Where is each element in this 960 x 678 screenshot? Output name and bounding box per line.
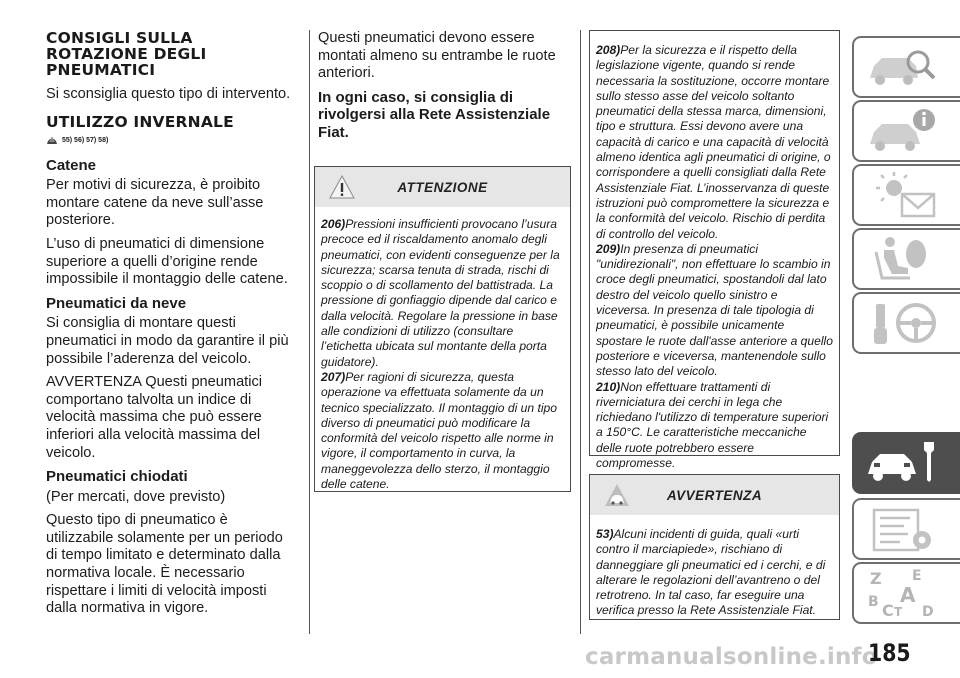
paragraph-catene-1: Per motivi di sicurezza, è proibito montare catene da neve sull’asse posteriore.	[46, 177, 264, 229]
technical-data-icon	[864, 502, 948, 556]
index-letter-e: E	[912, 568, 922, 584]
column-2	[318, 30, 570, 142]
attenzione-continued-box	[589, 30, 840, 471]
warning-item-208: 208)Per la sicurezza e il rispetto della legislazione vigente, quando si rende necessaria la sostituzione, occorre montare sullo stesso asse del veicolo soltanto pneumatici della stessa marca, dimensioni, tipo e struttura. Essi devono avere una capacità di carico e una capacità di velocità almeno identica agli pneumatici di origine, o corrispondere a quelli consigliati dalla Rete Assistenziale Fiat. L’inosservanza di queste istruzioni può compromettere la sicurezza e la conformità del veicolo. Rischio di perdita di controllo del veicolo.	[596, 43, 831, 241]
tab-starting-driving[interactable]	[852, 292, 960, 354]
heading-catene: Catene	[46, 156, 97, 174]
alphabetical-index-icon	[864, 566, 948, 620]
seat-airbag-icon	[864, 232, 948, 286]
section-title-rotazione: CONSIGLI SULLA ROTAZIONE DEGLI PNEUMATICI	[46, 29, 207, 79]
tab-safety[interactable]	[852, 228, 960, 290]
warning-item-210: 210)Non effettuare trattamenti di riverniciatura dei cerchi in lega che richiedano l'utilizzo di temperature superiori a 150°C. Le caratteristiche meccaniche delle ruote potrebbero essere compromesse.	[596, 379, 829, 471]
car-search-icon	[864, 40, 948, 94]
tab-car-info[interactable]	[852, 100, 960, 162]
tab-car-search[interactable]	[852, 36, 960, 98]
notice-item-53: 53)Alcuni incidenti di guida, quali «urti contro il marciapiede», rischiano di danneggiare gli pneumatici ed i cerchi, e di alterare le regolazioni dell’avantreno o del retrotreno. In tal caso, far eseguire una verifica presso la Rete Assistenziale Fiat.	[596, 527, 826, 618]
warning-item-207: 207)Per ragioni di sicurezza, questa operazione va effettuata solamente da un tecnico specializzato. Il montaggio di un tipo diverso di pneumatici può modificare la conformità del veicolo rispetto alle norme in vigore, il comportamento in curva, la maneggevolezza dello sterzo, il montaggio delle catene.	[321, 369, 557, 492]
paragraph-rete-assistenziale: In ogni caso, si consiglia di rivolgersi alla Rete Assistenziale Fiat.	[318, 88, 551, 141]
paragraph-rotazione: Si sconsiglia questo tipo di intervento.	[46, 86, 291, 102]
paragraph-chiodati-2: Questo tipo di pneumatico è utilizzabile solamente per un periodo di tempo limitato e determinato dalla normativa locale. È necessario rispettare i limiti di velocità imposti dalla normativa in vigore.	[46, 512, 283, 617]
warning-item-206: 206)Pressioni insufficienti provocano l’usura precoce ed il riscaldamento anomalo degli pneumatici, con evidenti conseguenze per la sicurezza; scarsa tenuta di strada, rischi di scoppio o di scollamento del battistrada. La pressione di gonfiaggio dipende dal carico e dalla velocità. Regolare la pressione in base alle condizioni di utilizzo (consultare l’etichetta ubicata sul montante della porta guidatore).	[321, 217, 560, 369]
index-letter-c: C	[882, 601, 894, 620]
attenzione-box	[314, 166, 571, 492]
heading-pneumatici-neve: Pneumatici da neve	[46, 294, 187, 312]
reference-numbers: 55) 56) 57) 58)	[62, 136, 109, 144]
paragraph-catene-2: L’uso di pneumatici di dimensione superiore a quelli d’origine rende impossibile il montaggio delle catene.	[46, 235, 288, 288]
index-letter-d: D	[922, 604, 934, 620]
paragraph-neve-1: Si consiglia di montare questi pneumatici in modo da garantire il più possibile l’aderenza del veicolo.	[46, 315, 289, 367]
tab-technical-data[interactable]	[852, 498, 960, 560]
page-number: 185	[868, 639, 911, 667]
attenzione-header	[315, 167, 570, 207]
index-letter-t: T	[894, 605, 903, 619]
paragraph-ruote-anteriori: Questi pneumatici devono essere montati almeno su entrambe le ruote anteriori.	[318, 30, 556, 82]
tab-warning-lights[interactable]	[852, 164, 960, 226]
column-divider-1	[309, 30, 310, 634]
index-letter-a: A	[900, 583, 916, 607]
car-warning-mini-icon	[46, 136, 58, 145]
key-steering-wheel-icon	[864, 296, 948, 350]
watermark: carmanualsonline.info	[585, 644, 878, 670]
tab-alphabetical-index[interactable]	[852, 562, 960, 624]
paragraph-chiodati-1: (Per mercati, dove previsto)	[46, 488, 226, 505]
warning-lights-message-icon	[864, 168, 948, 222]
heading-pneumatici-chiodati: Pneumatici chiodati	[46, 468, 188, 486]
car-info-icon	[864, 104, 948, 158]
warning-references	[46, 136, 298, 145]
avvertenza-box	[589, 474, 840, 620]
car-wrench-icon	[864, 436, 948, 490]
paragraph-neve-2: AVVERTENZA Questi pneumatici comportano talvolta un indice di velocità massima che può essere inferiori alla velocità massima del veicolo.	[46, 374, 263, 461]
attenzione-title: ATTENZIONE	[397, 179, 488, 195]
tab-maintenance[interactable]	[852, 432, 960, 494]
section-title-utilizzo-invernale: UTILIZZO INVERNALE	[46, 112, 234, 131]
car-notice-icon	[604, 482, 630, 508]
index-letter-z: Z	[870, 569, 882, 588]
index-letter-b: B	[868, 594, 879, 610]
column-divider-2	[580, 30, 581, 634]
warning-item-209: 209)In presenza di pneumatici "unidirezionali", non effettuare lo scambio in croce degli pneumatici, spostandoli dal lato destro del veicolo quello sinistro e viceversa. In presenza di tale tipologia di pneumatici, è possibile unicamente spostare le ruote dall'asse anteriore a quello posteriore e viceversa, mantenendole sullo stesso lato del veicolo.	[596, 241, 833, 379]
warning-triangle-icon	[329, 174, 355, 200]
avvertenza-title: AVVERTENZA	[666, 487, 763, 503]
column-1	[46, 30, 298, 624]
avvertenza-header	[590, 475, 839, 515]
